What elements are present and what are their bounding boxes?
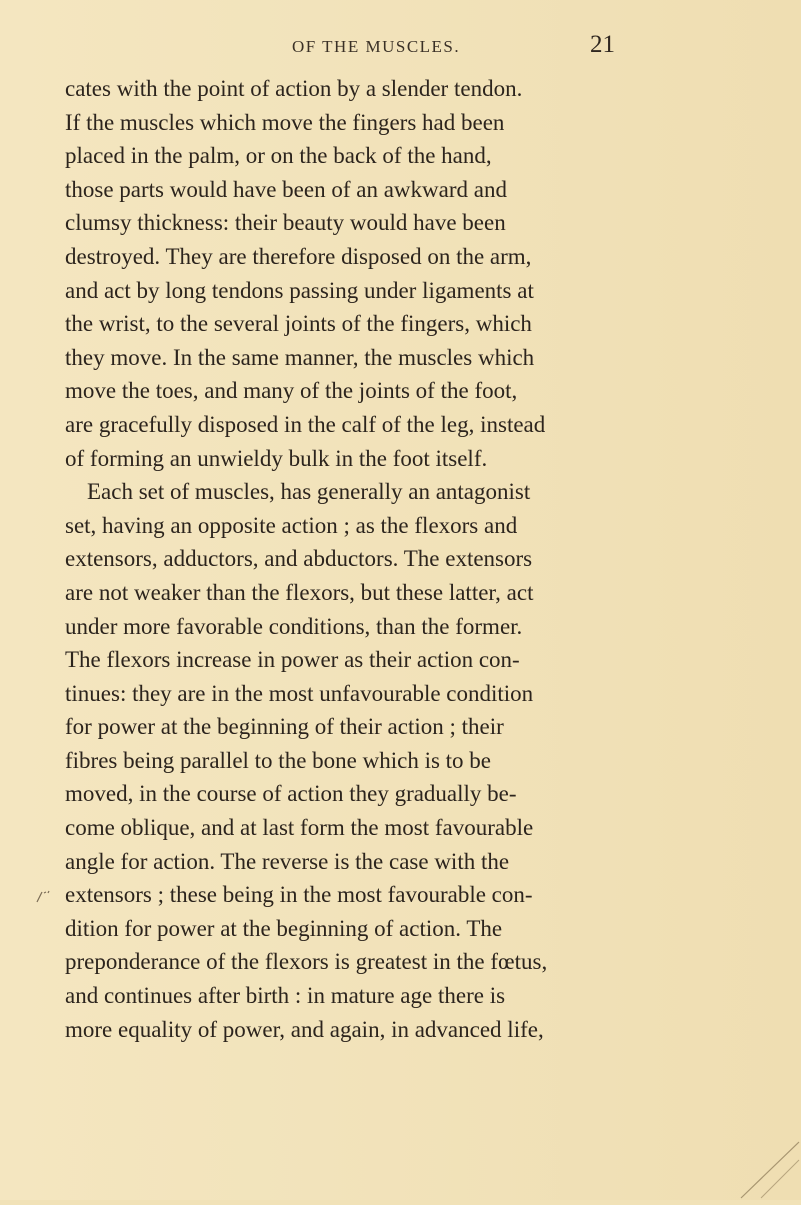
text-line: set, having an opposite action ; as the flexors and — [65, 512, 518, 538]
text-line: tinues: they are in the most unfavourable condition — [65, 680, 534, 706]
text-line: more equality of power, and again, in advanced life, — [65, 1016, 544, 1042]
text-line: under more favorable conditions, than the former. — [65, 613, 523, 639]
text-line: placed in the palm, or on the back of the hand, — [65, 143, 492, 169]
text-line: are not weaker than the flexors, but these latter, act — [65, 579, 534, 605]
text-line: The flexors increase in power as their action con- — [65, 647, 520, 673]
body-text — [65, 72, 725, 1046]
text-line: the wrist, to the several joints of the fingers, which — [65, 311, 532, 337]
text-line: angle for action. The reverse is the case with the — [65, 848, 510, 874]
text-line: and act by long tendons passing under ligaments at — [65, 277, 534, 303]
text-line: Each set of muscles, has generally an antagonist — [87, 479, 531, 505]
text-line: extensors ; these being in the most favourable con- — [65, 882, 533, 908]
text-line: extensors, adductors, and abductors. The extensors — [65, 546, 533, 572]
page-number: 21 — [590, 31, 615, 58]
text-line: If the muscles which move the fingers had been — [65, 109, 505, 135]
text-line: fibres being parallel to the bone which is to be — [65, 747, 492, 773]
text-line: clumsy thickness: their beauty would have been — [65, 210, 506, 236]
text-line: are gracefully disposed in the calf of the leg, instead — [65, 411, 546, 437]
text-line: for power at the beginning of their action ; their — [65, 714, 504, 740]
text-line: move the toes, and many of the joints of the foot, — [65, 378, 518, 404]
text-line: and continues after birth : in mature age there is — [65, 983, 506, 1009]
text-line: they move. In the same manner, the muscles which — [65, 344, 535, 370]
page-fold-mark — [731, 1120, 801, 1200]
margin-pencil-mark — [34, 888, 52, 911]
page-header — [0, 33, 801, 63]
running-head: OF THE MUSCLES. — [292, 37, 461, 56]
text-line: dition for power at the beginning of action. The — [65, 915, 503, 941]
text-line: destroyed. They are therefore disposed on the arm, — [65, 243, 532, 269]
text-line: preponderance of the flexors is greatest in the fœtus, — [65, 949, 548, 975]
text-line: of forming an unwieldy bulk in the foot itself. — [65, 445, 488, 471]
text-line: moved, in the course of action they gradually be- — [65, 781, 517, 807]
text-line: cates with the point of action by a slender tendon. — [65, 76, 523, 101]
text-line: come oblique, and at last form the most favourable — [65, 815, 534, 841]
text-line: those parts would have been of an awkward and — [65, 176, 507, 202]
